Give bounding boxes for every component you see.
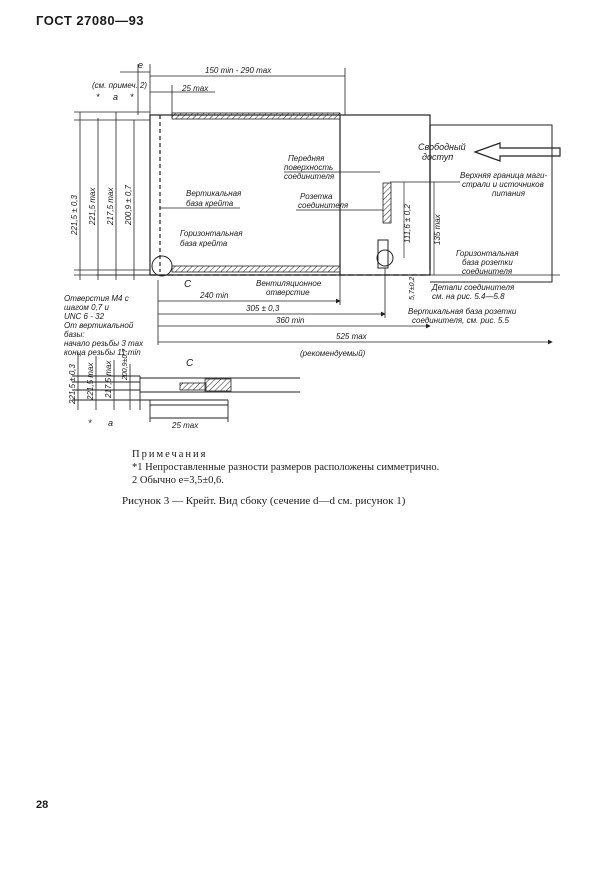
bottom-rail: [172, 266, 340, 272]
connector-socket: [383, 183, 391, 223]
svg-text:5,7±0,2: 5,7±0,2: [409, 276, 416, 300]
svg-text:240 min: 240 min: [200, 291, 229, 300]
note-1: *1 Непроставленные разности размеров расположены симметрично.: [132, 462, 440, 473]
svg-text:поверхность: поверхность: [284, 163, 334, 172]
svg-text:Вертикальная: Вертикальная: [186, 189, 242, 198]
svg-text:От вертикальной: От вертикальной: [64, 321, 134, 330]
svg-text:a: a: [113, 92, 119, 102]
svg-text:Вертикальная база розетки: Вертикальная база розетки: [408, 307, 517, 316]
svg-text:соединителя: соединителя: [284, 172, 335, 181]
label-221-5-max: 221,5 max: [88, 187, 97, 225]
svg-text:C: C: [186, 358, 194, 369]
svg-text:UNC 6 - 32: UNC 6 - 32: [64, 312, 105, 321]
svg-text:305 ± 0,3: 305 ± 0,3: [246, 304, 280, 313]
svg-text:*: *: [88, 418, 92, 428]
label-see-note: (см. примеч. 2): [92, 81, 148, 90]
svg-text:525 max: 525 max: [336, 332, 367, 341]
svg-text:база крейта: база крейта: [180, 239, 228, 248]
page-number: 28: [36, 799, 49, 811]
label-217-5-max: 217,5 max: [106, 187, 115, 225]
svg-text:221,5 max: 221,5 max: [86, 362, 95, 400]
svg-text:доступ: доступ: [422, 152, 454, 162]
svg-text:базы:: базы:: [64, 330, 85, 339]
document-header: ГОСТ 27080—93: [36, 13, 145, 28]
label-221-5-03: 221,5 ± 0,3: [70, 195, 79, 235]
svg-text:Детали соединителя: Детали соединителя: [432, 283, 515, 292]
label-25max-top: 25 max: [182, 84, 209, 93]
detail-c-circle: [152, 256, 172, 276]
top-rail: [172, 113, 340, 119]
svg-text:см. на рис. 5.4—5.8: см. на рис. 5.4—5.8: [432, 292, 505, 301]
svg-text:Передняя: Передняя: [288, 154, 325, 163]
svg-text:(рекомендуемый): (рекомендуемый): [300, 349, 366, 358]
svg-text:*: *: [96, 92, 100, 102]
notes-title: Примечания: [132, 449, 208, 460]
svg-text:221,5 ± 0,3: 221,5 ± 0,3: [68, 364, 77, 404]
svg-text:Розетка: Розетка: [300, 192, 333, 201]
svg-text:конца резьбы 11 min: конца резьбы 11 min: [64, 348, 141, 357]
svg-text:шагом 0,7 и: шагом 0,7 и: [64, 303, 109, 312]
svg-text:соединителя: соединителя: [298, 201, 349, 210]
svg-text:111,6 ± 0,2: 111,6 ± 0,2: [403, 204, 412, 243]
svg-text:25 max: 25 max: [172, 421, 199, 430]
svg-text:*: *: [130, 92, 134, 102]
svg-text:Верхняя граница маги-: Верхняя граница маги-: [460, 171, 548, 180]
svg-text:200,9±0,7: 200,9±0,7: [122, 348, 129, 380]
svg-text:Вентиляционное: Вентиляционное: [256, 279, 322, 288]
svg-text:C: C: [184, 279, 192, 290]
svg-text:страли и источников: страли и источников: [462, 180, 544, 189]
svg-text:отверстие: отверстие: [266, 288, 310, 297]
svg-text:база розетки: база розетки: [462, 258, 513, 267]
svg-text:135 max: 135 max: [433, 214, 442, 245]
svg-text:a: a: [108, 418, 114, 428]
svg-text:360 min: 360 min: [276, 316, 305, 325]
free-access-arrow: [475, 143, 560, 161]
svg-text:питания: питания: [492, 189, 525, 198]
svg-text:217,5 max: 217,5 max: [104, 360, 113, 398]
label-150-290: 150 min - 290 max: [205, 66, 272, 75]
note-2: 2 Обычно e=3,5±0,6.: [132, 475, 224, 486]
svg-text:Отверстия М4 с: Отверстия М4 с: [64, 294, 129, 303]
label-200-9: 200,9 ± 0,7: [124, 185, 133, 225]
figure-caption: Рисунок 3 — Крейт. Вид сбоку (сечение d—d см. рисунок 1): [122, 495, 406, 507]
svg-text:соединителя: соединителя: [462, 267, 513, 276]
svg-text:Горизонтальная: Горизонтальная: [456, 249, 519, 258]
svg-text:база крейта: база крейта: [186, 199, 234, 208]
svg-text:начало резьбы 3 max: начало резьбы 3 max: [64, 339, 144, 348]
label-e: e: [138, 60, 144, 70]
svg-text:соединителя, см. рис. 5.5: соединителя, см. рис. 5.5: [412, 316, 510, 325]
svg-text:Свободный: Свободный: [418, 142, 466, 152]
notes-block: [132, 448, 439, 487]
svg-text:Горизонтальная: Горизонтальная: [180, 229, 243, 238]
